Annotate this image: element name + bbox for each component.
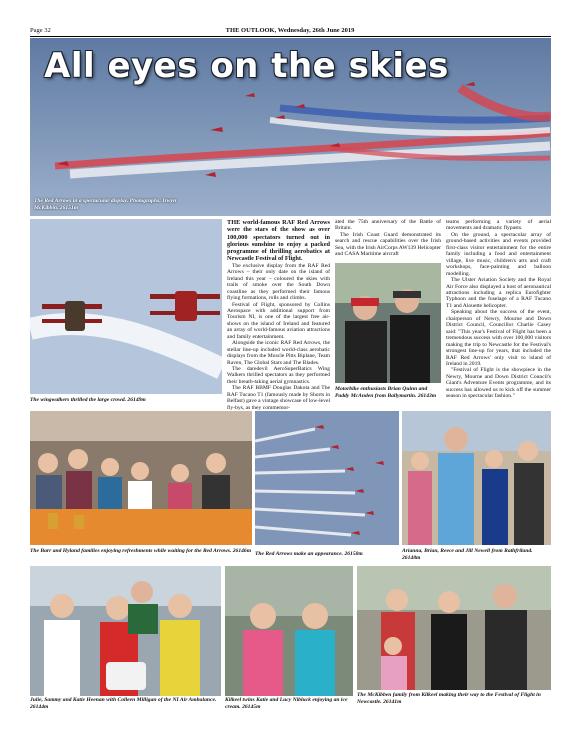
bikers-image [335,263,441,383]
header-rule [30,36,551,37]
newell-photo [402,411,551,545]
newell-family-image [402,411,551,545]
heenan-photo [30,566,221,696]
arrows-appear-photo [255,411,399,545]
heenan-family-image [30,566,221,696]
article-paragraph: teams performing a variety of aerial movements and dramatic flypasts. [446,219,551,232]
caption-heenan: Julie, Sammy and Katie Heenan with Colleen Milligan of the NI Air Ambulance. 26144m [30,697,217,710]
caption-mckibben: The McKibben family from Kilkeel making their way to the Festival of Flight in Newcastle. 26141m [357,692,541,705]
families-photo [30,411,252,545]
wingwalkers-photo [30,219,222,394]
caption-arrows-appear: The Red Arrows make an appearance. 26150m [255,551,363,557]
nibluck-twins-image [225,566,353,696]
article-column-2 [335,219,441,258]
arrows-formation-image [255,411,399,545]
caption-nibluck: Kilkeel twins Katie and Lucy Nibluck enjoying an ice cream. 26145m [225,697,348,710]
caption-bikers: Motorbike enthusiasts Brian Quinn and Paddy McAnden from Ballymartin. 26143m [335,386,437,399]
article-paragraph: The RAF BBMF Douglas Dakota and The RAF Tucano T1 (famously made by Shorts in Belfast) gave a vintage showcase of low-level fly-bys, as they commemor- [227,385,330,411]
masthead: THE OUTLOOK, Wednesday, 26th June 2019 [225,27,355,34]
article-paragraph: The exclusive display from the RAF Red Arrows – their only date on the island of Ireland this year – coloured the skies with trails of smoke over the South Down coastline as they performed their famous flying formations, rolls and climbs. [227,262,330,302]
wingwalkers-image [30,219,222,394]
article-paragraph: "Festival of Flight is the showpiece in the Newry, Mourne and Down District Council's Giant's Adventure Events programme, and its success has allowed us to kick off the summer season in spectacular fashion." [446,367,551,400]
article-lead: THE world-famous RAF Red Arrows were the stars of the show as over 100,000 spectators turned out in glorious sunshine to enjoy a packed programme of thrilling aerobatics at Newcastle Festival of Flight. [227,219,330,263]
caption-hero: The Red Arrows in a spectacular display. Photographs: Irwyn McKibbin. 26151m [34,198,177,211]
nibluck-photo [225,566,353,696]
bikers-photo [335,263,441,383]
article-paragraph: The Irish Coast Guard demonstrated its search and rescue capabilities over the Irish Sea, with the Irish AirCorps AW139 Helicopter and CASA Maritime aircraft [335,231,441,258]
article-paragraph: Speaking about the success of the event, chairperson of Newry, Mourne and Down District Council, Councillor Charlie Casey said: "This year's Festival of Flight has been a tremendous success with over 100,000 visitors making the trip to Newcastle for the Festival's strongest line-up for years, that included the RAF Red Arrows' only visit to island of Ireland in 2019. [446,309,551,367]
article-paragraph: On the ground, a spectacular array of ground-based activities and events provided first-class visitor entertainment for the entire family including a food and entertainment village, live music, children's arts and craft workshops, face-painting and balloon modelling. [446,231,551,277]
hero-photo [30,38,551,216]
article-paragraph: Alongside the iconic RAF Red Arrows, the stellar line-up included world-class aerobatic displays from the Muscle Pitts Biplane, Team Raven, The Global Stars and The Blades. [227,340,330,366]
mcbibben-photo [357,566,551,690]
article-paragraph: The daredevil AeroSuperBatics Wing Walkers thrilled spectators as they performed their breath-taking aerial gymnastics. [227,366,330,385]
families-image [30,411,252,545]
article-paragraph: Festival of Flight, sponsored by Collins Aerospace with additional support from Tourism NI, is one of the largest free air-shows on the island of Ireland and featured an array of world-famous aviation attractions and family entertainment. [227,301,330,340]
page-number: Page 32 [30,27,51,34]
article-paragraph: ated the 75th anniversary of the Battle of Britain. [335,219,441,232]
caption-newell: Arianna, Brian, Reece and Jill Newell from Rathfriland. 26148m [402,548,533,561]
article-column-1 [227,219,330,411]
headline: All eyes on the skies [44,46,449,86]
caption-wingwalkers: The wingwalkers thrilled the large crowd. 26149m [30,397,146,403]
mckibben-family-image [357,566,551,690]
caption-families: The Barr and Hyland families enjoying refreshments while waiting for the Red Arrows. 26146m [30,548,252,554]
article-column-3 [446,219,551,400]
article-paragraph: The Ulster Aviation Society and the Royal Air Force also displayed a host of aeronautical attractions including a replica Eurofighter Typhoon and the fuselage of a RAF Tucano T1 and Alouette helicopter. [446,277,551,309]
